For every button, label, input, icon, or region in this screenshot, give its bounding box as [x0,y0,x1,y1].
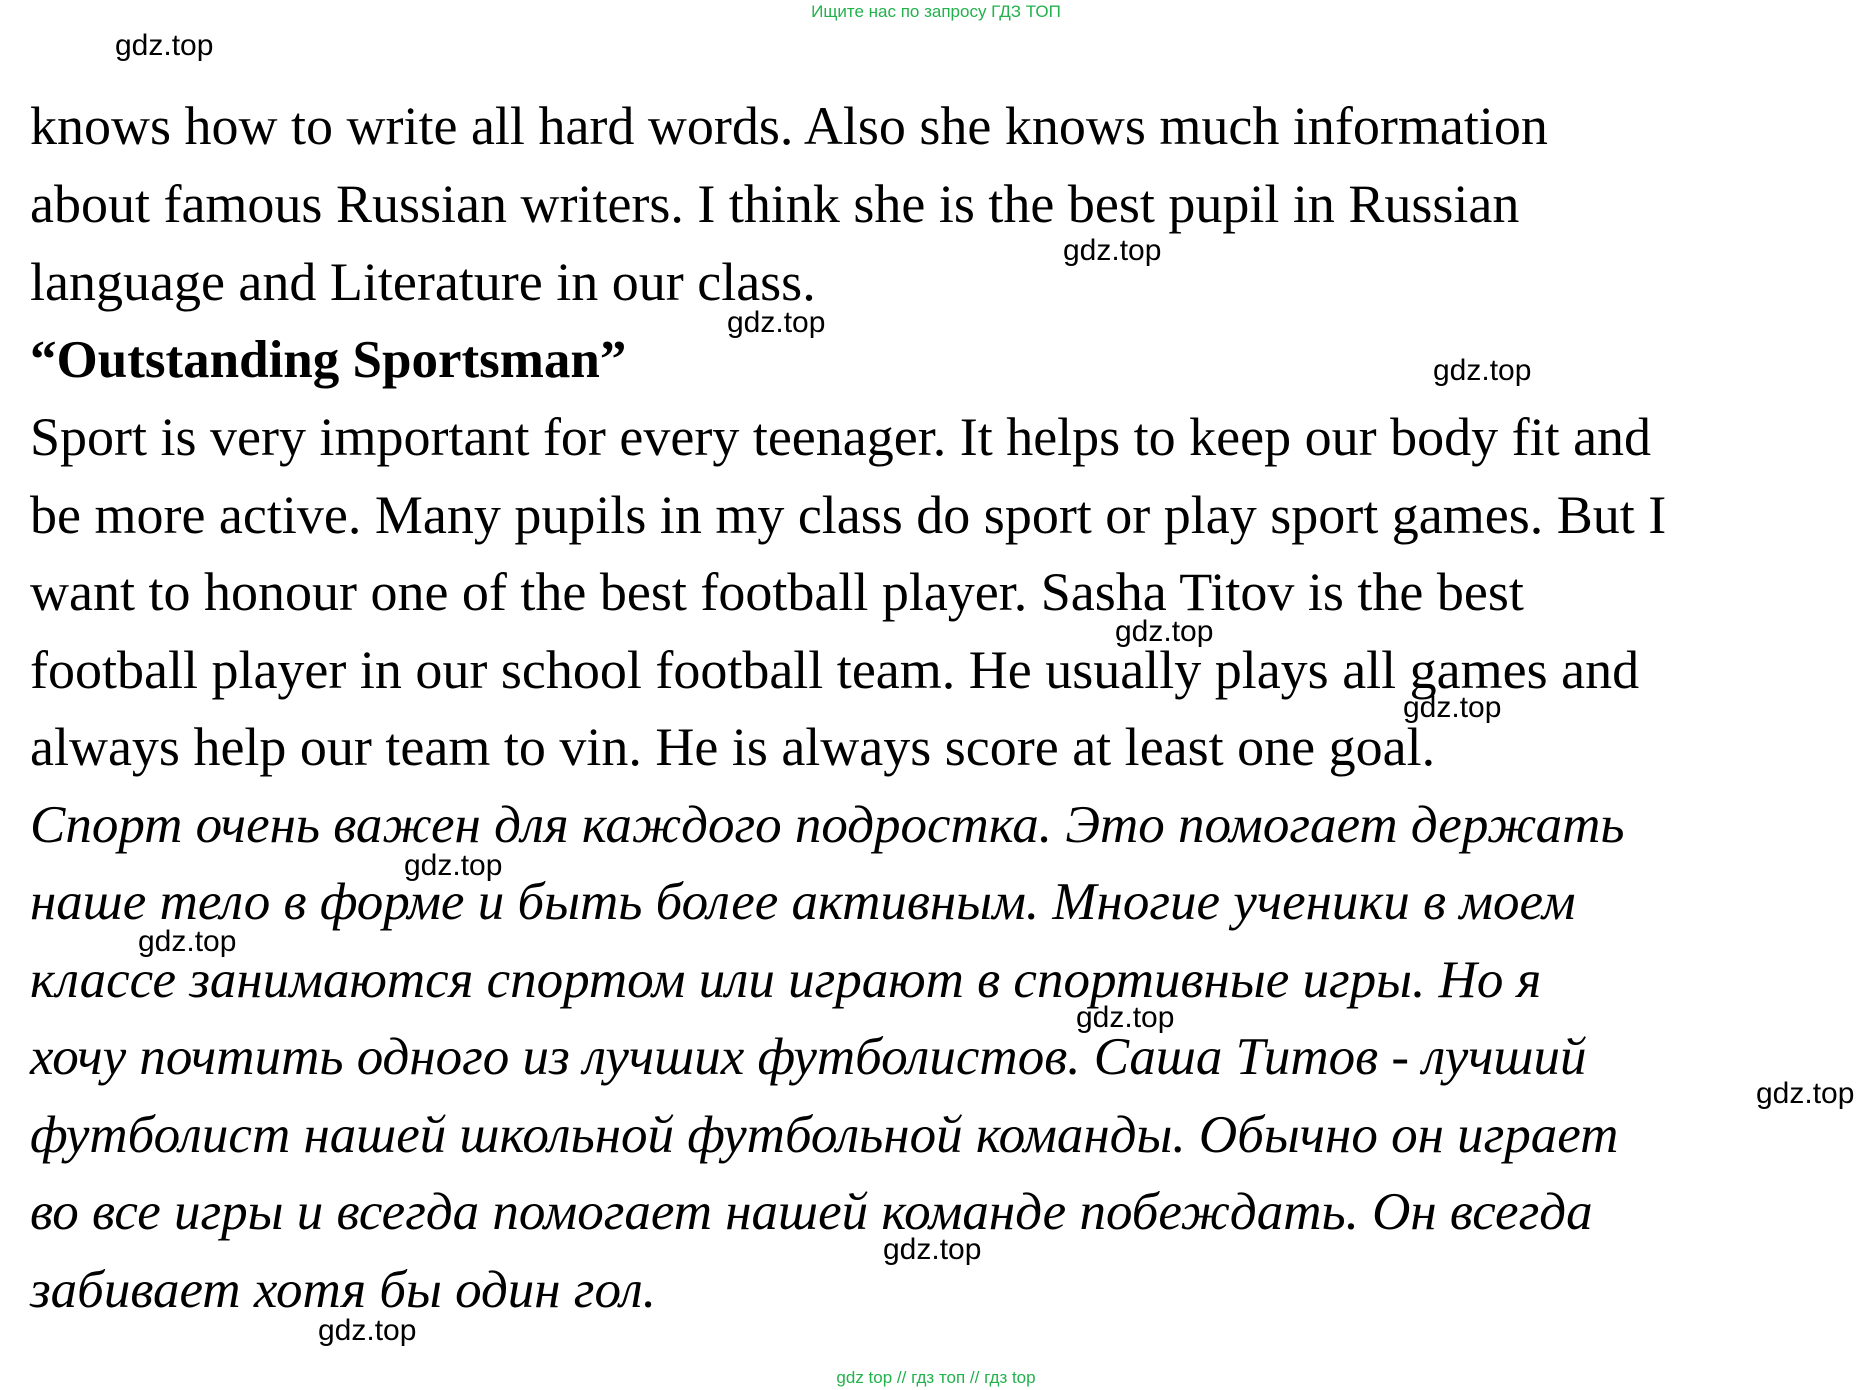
text-line: be more active. Many pupils in my class do sport or play sport games. But I [30,485,1667,545]
translation-line: забивает хотя бы один гол. [30,1261,657,1319]
top-banner: Ищите нас по запросу ГДЗ ТОП [811,2,1061,21]
watermark: gdz.top [1076,1001,1175,1034]
watermark: gdz.top [138,925,237,958]
translation-line: Спорт очень важен для каждого подростка. Это помогает держать [30,796,1625,854]
watermark: gdz.top [727,306,826,339]
watermark: gdz.top [883,1233,982,1266]
watermark: gdz.top [404,849,503,882]
watermark: gdz.top [1063,234,1162,267]
watermark: gdz.top [115,29,214,62]
translation-line: классе занимаются спортом или играют в спортивные игры. Но я [30,951,1542,1009]
text-line: Sport is very important for every teenager. It helps to keep our body fit and [30,407,1652,467]
translation-line: хочу почтить одного из лучших футболистов. Саша Титов - лучший [30,1028,1587,1086]
footer-banner: gdz top // гдз топ // гдз top [836,1368,1036,1387]
translation-line: во все игры и всегда помогает нашей команде побеждать. Он всегда [30,1183,1593,1241]
watermark: gdz.top [1756,1077,1855,1110]
text-line: knows how to write all hard words. Also she knows much information [30,96,1548,156]
text-line: football player in our school football team. He usually plays all games and [30,640,1640,700]
section-title: “Outstanding Sportsman” [30,331,627,389]
watermark: gdz.top [318,1314,417,1347]
text-line: language and Literature in our class. [30,252,816,312]
text-line: want to honour one of the best football player. Sasha Titov is the best [30,562,1524,622]
text-line: about famous Russian writers. I think she is the best pupil in Russian [30,174,1520,234]
watermark: gdz.top [1115,615,1214,648]
translation-line: наше тело в форме и быть более активным. Многие ученики в моем [30,873,1576,931]
watermark: gdz.top [1433,354,1532,387]
text-line: always help our team to vin. He is always score at least one goal. [30,717,1436,777]
translation-line: футболист нашей школьной футбольной команды. Обычно он играет [30,1106,1619,1164]
watermark: gdz.top [1403,691,1502,724]
